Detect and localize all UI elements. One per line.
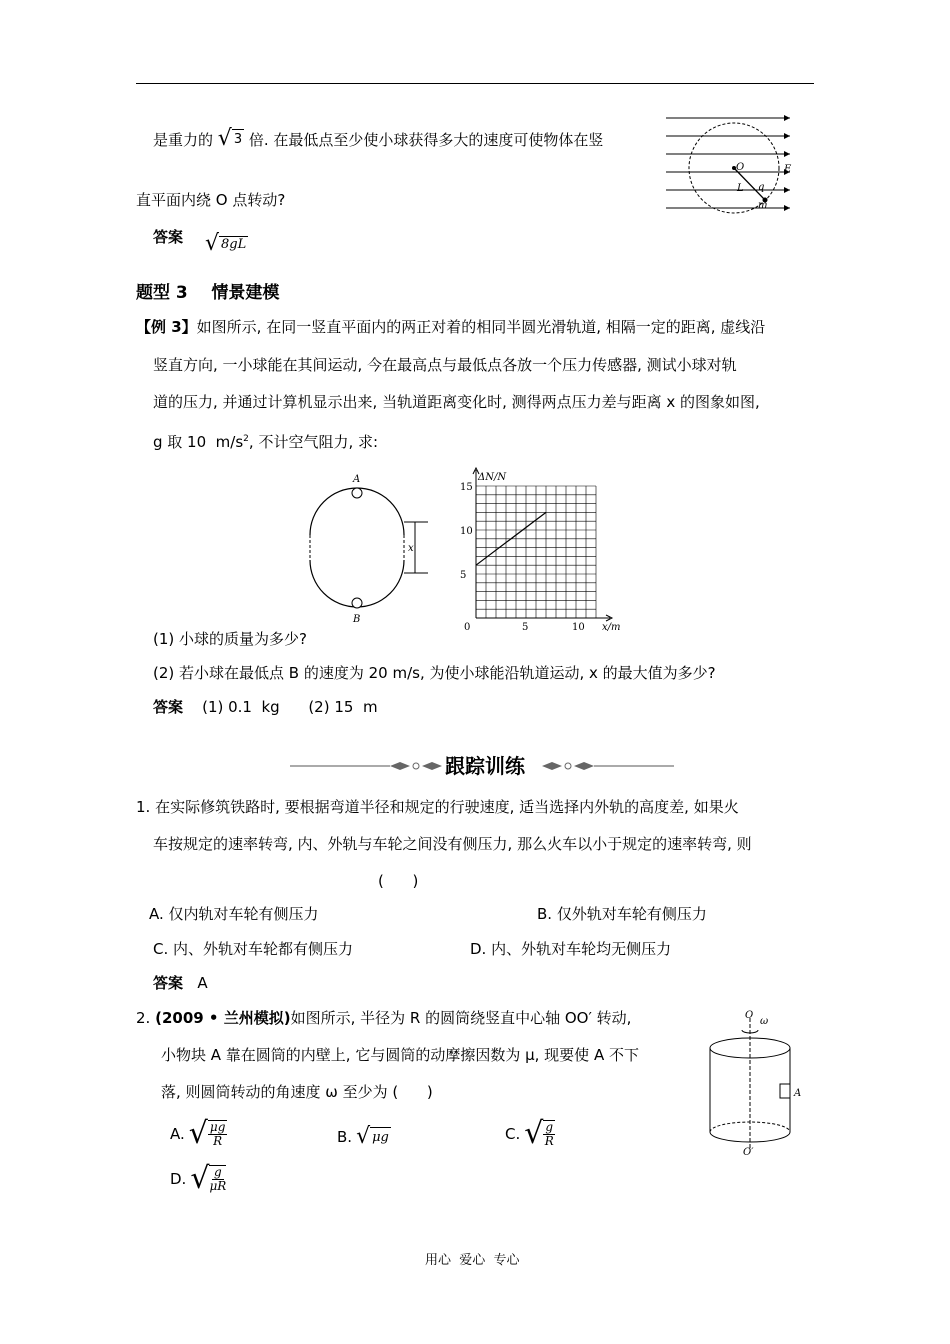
q2-line1 (136, 1008, 631, 1028)
banner-title: 跟踪训练 (445, 754, 525, 778)
q2-option-b[interactable]: B. √ μg (337, 1124, 389, 1149)
q1-answer-value: A (197, 974, 208, 992)
prev-answer-value: √ 8gL (205, 231, 247, 256)
example3-line2: 竖直方向, 一小球能在其间运动, 今在最高点与最低点各放一个压力传感器, 测试小球对轨 (153, 356, 737, 374)
example3-tag: 【例 3】 (136, 318, 197, 336)
x-tick-label: 5 (522, 622, 529, 633)
example3-line4-pre: g 取 10 m/s (153, 433, 244, 451)
q2-option-c-den: R (544, 1134, 554, 1148)
prev-line1-post: 倍. 在最低点至少使小球获得多大的速度可使物体在竖 (248, 131, 604, 149)
q1-answer (153, 973, 208, 993)
tick-label-origin: 0 (464, 622, 471, 633)
q2-option-c-num: g (545, 1120, 554, 1134)
prev-answer-radicand: 8gL (221, 237, 247, 252)
q2-number: 2. (136, 1009, 156, 1027)
label-m: m (758, 200, 768, 211)
track-label-B: B (353, 614, 361, 625)
q1-option-b[interactable]: B. 仅外轨对车轮有侧压力 (537, 905, 707, 923)
y-axis-label: ΔN/N (478, 472, 507, 483)
q2-option-a-den: R (213, 1134, 223, 1148)
cylinder-figure (700, 1010, 800, 1160)
q2-option-b-rad: μg (370, 1127, 391, 1148)
q2-option-b-label: B. (337, 1128, 353, 1146)
label-q: q (758, 182, 765, 193)
field-circle-figure (662, 112, 802, 222)
sqrt-three: √ 3 (217, 126, 243, 151)
track-figure (300, 470, 440, 630)
q2-option-a-label: A. (170, 1125, 185, 1143)
q2-option-c[interactable]: C. √ $\frac{g}{R}$ (505, 1116, 554, 1151)
example3-q2: (2) 若小球在最低点 B 的速度为 20 m/s, 为使小球能沿轨道运动, x 的最大值为多少? (153, 664, 716, 682)
q2-option-c-label: C. (505, 1125, 521, 1143)
q2-option-d-den: μR (209, 1179, 227, 1193)
example3-line4 (153, 429, 378, 452)
y-tick-label: 10 (460, 526, 473, 537)
header-rule (136, 83, 814, 84)
prev-problem-line2: 直平面内绕 O 点转动? (136, 191, 286, 209)
q1-option-a[interactable]: A. 仅内轨对车轮有侧压力 (149, 905, 319, 923)
x-axis-label: x/m (602, 622, 621, 633)
cyl-label-A: A (794, 1088, 802, 1099)
cyl-label-omega: ω (760, 1016, 769, 1027)
q2-line3: 落, 则圆筒转动的角速度 ω 至少为 ( ) (161, 1083, 433, 1101)
training-banner (290, 752, 674, 780)
label-L: L (737, 183, 744, 194)
track-label-x: x (408, 543, 414, 554)
q2-line2: 小物块 A 靠在圆筒的内壁上, 它与圆筒的动摩擦因数为 μ, 现要使 A 不下 (161, 1046, 639, 1064)
example3-answer-text: (1) 0.1 kg (2) 15 m (202, 698, 378, 716)
force-difference-chart (448, 460, 638, 635)
track-label-A: A (353, 474, 361, 485)
y-tick-label: 15 (460, 482, 473, 493)
q1-option-d[interactable]: D. 内、外轨对车轮均无侧压力 (470, 940, 672, 958)
q2-source: (2009 • 兰州模拟) (155, 1009, 291, 1027)
sensor-A (352, 488, 362, 498)
block-A (780, 1084, 790, 1098)
sqrt-three-value: 3 (232, 129, 244, 150)
cyl-label-O-prime: O′ (743, 1147, 754, 1158)
q2-option-d-num: g (214, 1165, 222, 1179)
q1-blank: ( ) (378, 872, 419, 890)
q2-option-a[interactable]: A. √ $\frac{\mu g}{R}$ (170, 1116, 226, 1151)
q2-option-d[interactable]: D. √ $\frac{g}{\mu R}$ (170, 1161, 227, 1196)
q2-option-a-num: μg (209, 1120, 226, 1134)
prev-answer-label: 答案 (153, 228, 184, 246)
field-lines (666, 118, 790, 208)
example3-line4-post: , 不计空气阻力, 求: (248, 433, 379, 451)
example3-q1: (1) 小球的质量为多少? (153, 630, 307, 648)
example3-answer-label: 答案 (153, 698, 184, 716)
example3-sup: 2 (243, 434, 249, 444)
x-tick-label: 10 (572, 622, 585, 633)
q1-line1: 1. 在实际修筑铁路时, 要根据弯道半径和规定的行驶速度, 适当选择内外轨的高度差, 如果火 (136, 798, 739, 816)
example3-line3: 道的压力, 并通过计算机显示出来, 当轨道距离变化时, 测得两点压力差与距离 x 的图象如图, (153, 393, 760, 411)
prev-line1-pre: 是重力的 (153, 131, 214, 149)
cyl-label-O: O (745, 1010, 754, 1021)
example3-line1-text: 如图所示, 在同一竖直平面内的两正对着的相同半圆光滑轨道, 相隔一定的距离, 虚线沿 (196, 318, 766, 336)
q1-option-c[interactable]: C. 内、外轨对车轮都有侧压力 (153, 940, 354, 958)
y-tick-label: 5 (460, 570, 467, 581)
sensor-B (352, 598, 362, 608)
footer-text: 用心 爱心 专心 (425, 1253, 520, 1268)
example3-line1 (136, 317, 765, 337)
label-E: E (784, 164, 792, 175)
example3-answer (153, 697, 378, 717)
q2-line1-text: 如图所示, 半径为 R 的圆筒绕竖直中心轴 OO′ 转动, (290, 1009, 632, 1027)
label-O: O (736, 162, 745, 173)
q1-line2: 车按规定的速率转弯, 内、外轨与车轮之间没有侧压力, 那么火车以小于规定的速率转弯, 则 (153, 835, 752, 853)
q2-option-d-label: D. (170, 1170, 187, 1188)
q1-answer-label: 答案 (153, 974, 184, 992)
section-title: 题型 3 情景建模 (136, 283, 280, 303)
prev-problem-line1 (153, 128, 603, 150)
